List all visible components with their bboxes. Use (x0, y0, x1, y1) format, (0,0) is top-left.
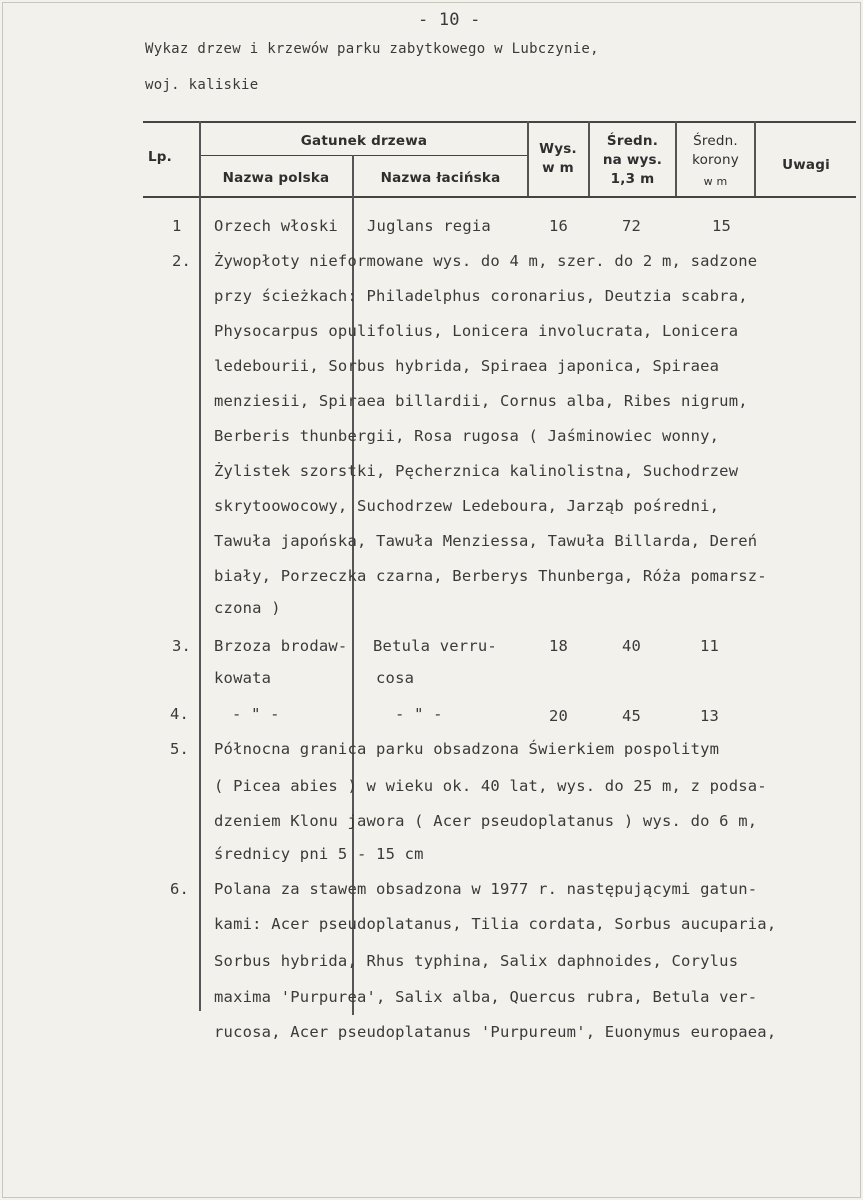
polish-name-cell: Orzech włoski (214, 217, 338, 235)
polish-name-cell: Brzoza brodaw- (214, 637, 348, 655)
header-latin-name: Nazwa łacińska (380, 170, 501, 186)
row-number: 3. (172, 637, 192, 655)
diameter-cell: 40 (622, 637, 642, 655)
document-title: Wykaz drzew i krzewów parku zabytkowego w Lubczynie, (145, 41, 599, 57)
diameter-cell: 72 (622, 217, 642, 235)
height-cell: 18 (549, 637, 569, 655)
row-number: 1 (172, 217, 182, 235)
header-crown-label: korony (692, 152, 739, 168)
row-number: 4. (170, 705, 190, 723)
row-text-line: Tawuła japońska, Tawuła Menziessa, Tawuła Billarda, Dereń (214, 532, 758, 550)
row-text-line: przy ścieżkach: Philadelphus coronarius, Deutzia scabra, (214, 287, 748, 305)
row-text-line: Północna granica parku obsadzona Świerkiem pospolitym (214, 740, 720, 758)
polish-name-cell: kowata (214, 669, 272, 687)
row-text-line: Żylistek szorstki, Pęcherznica kalinolistna, Suchodrzew (214, 462, 739, 480)
height-cell: 16 (549, 217, 569, 235)
table-top-rule (143, 121, 856, 123)
row-text-line: Sorbus hybrida, Rhus typhina, Salix daphnoides, Corylus (214, 952, 739, 970)
row-text-line: ledebourii, Sorbus hybrida, Spiraea japonica, Spiraea (214, 357, 720, 375)
row-text-line: menziesii, Spiraea billardii, Cornus alba, Ribes nigrum, (214, 392, 748, 410)
crown-cell: 11 (700, 637, 720, 655)
header-remarks: Uwagi (782, 157, 830, 173)
row-text-line: skrytoowocowy, Suchodrzew Ledeboura, Jarząb pośredni, (214, 497, 720, 515)
polish-name-cell: - " - (232, 705, 280, 723)
row-text-line: Berberis thunbergii, Rosa rugosa ( Jaśminowiec wonny, (214, 427, 720, 445)
row-text-line: Physocarpus opulifolius, Lonicera involucrata, Lonicera (214, 322, 739, 340)
header-crown: Średn. (693, 133, 738, 149)
column-divider (199, 121, 201, 1011)
row-text-line: czona ) (214, 599, 281, 617)
header-diameter-at: na wys. (602, 152, 663, 168)
header-crown-unit: w m (703, 175, 728, 188)
row-text-line: dzeniem Klonu jawora ( Acer pseudoplatanus ) wys. do 6 m, (214, 812, 758, 830)
row-number: 2. (172, 252, 192, 270)
header-lp: Lp. (148, 149, 172, 165)
latin-name-cell: Juglans regia (367, 217, 491, 235)
row-number: 6. (170, 880, 190, 898)
row-number: 5. (170, 740, 190, 758)
header-diameter-height: 1,3 m (610, 171, 655, 187)
header-bottom-rule (143, 196, 856, 198)
header-species-group: Gatunek drzewa (300, 133, 428, 149)
header-sub-rule (200, 155, 528, 156)
row-text-line: Żywopłoty nieformowane wys. do 4 m, szer. do 2 m, sadzone (214, 252, 758, 270)
latin-name-cell: Betula verru- (373, 637, 497, 655)
row-text-line: rucosa, Acer pseudoplatanus 'Purpureum', Euonymus europaea, (214, 1023, 777, 1041)
row-text-line: Polana za stawem obsadzona w 1977 r. następującymi gatun- (214, 880, 758, 898)
row-text-line: maxima 'Purpurea', Salix alba, Quercus rubra, Betula ver- (214, 988, 758, 1006)
crown-cell: 13 (700, 707, 720, 725)
page-number: - 10 - (418, 10, 481, 30)
header-height-unit: w m (542, 160, 574, 176)
diameter-cell: 45 (622, 707, 642, 725)
document-subtitle: woj. kaliskie (145, 77, 259, 93)
header-diameter: Średn. (606, 133, 659, 149)
latin-name-cell: cosa (376, 669, 415, 687)
header-height: Wys. (539, 141, 577, 157)
row-text-line: ( Picea abies ) w wieku ok. 40 lat, wys. do 25 m, z podsa- (214, 777, 767, 795)
row-text-line: biały, Porzeczka czarna, Berberys Thunberga, Róża pomarsz- (214, 567, 767, 585)
header-polish-name: Nazwa polska (222, 170, 330, 186)
row-text-line: średnicy pni 5 - 15 cm (214, 845, 424, 863)
latin-name-cell: - " - (395, 705, 443, 723)
row-text-line: kami: Acer pseudoplatanus, Tilia cordata, Sorbus aucuparia, (214, 915, 777, 933)
crown-cell: 15 (712, 217, 732, 235)
height-cell: 20 (549, 707, 569, 725)
